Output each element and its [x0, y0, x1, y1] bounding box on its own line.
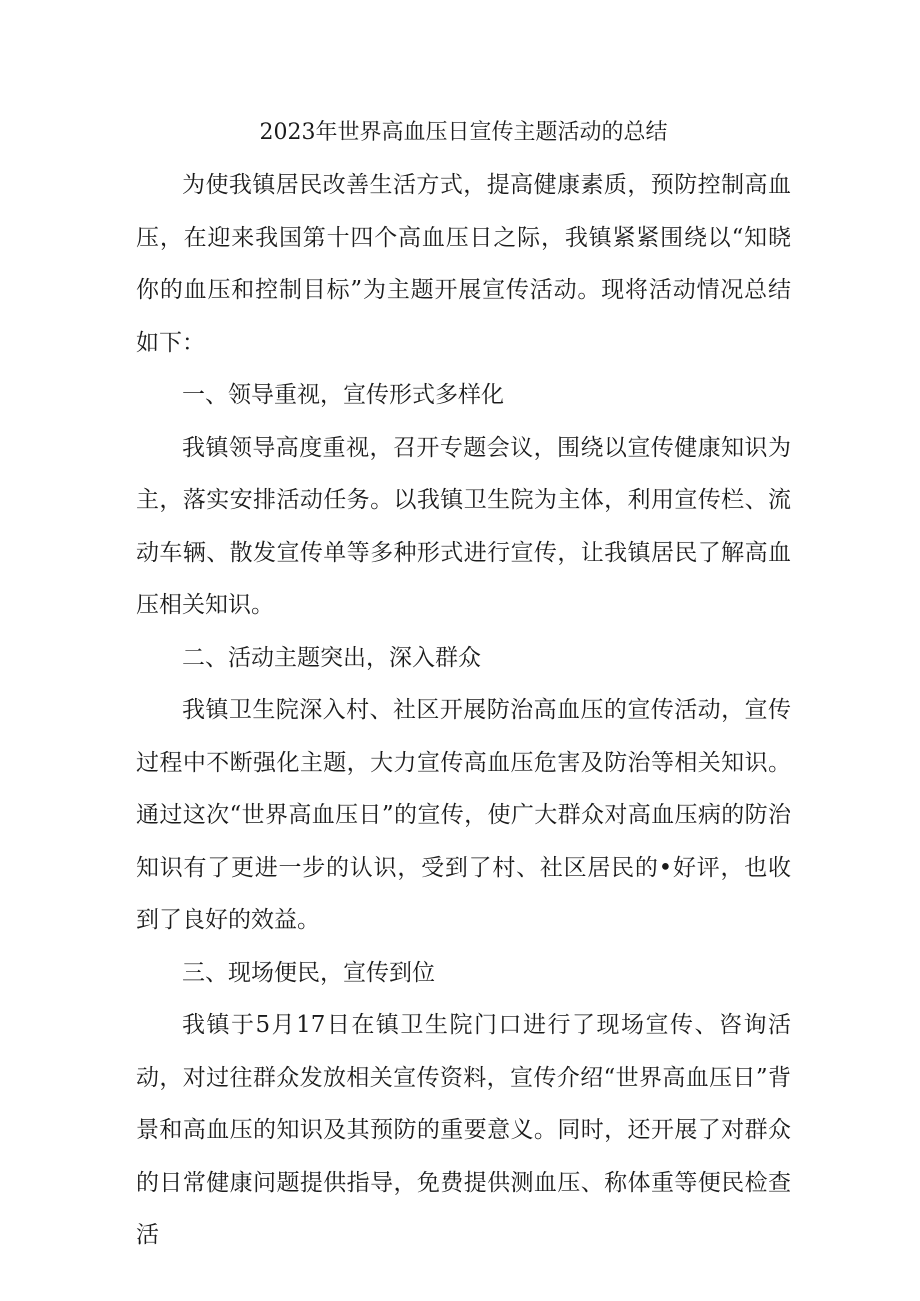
section-1-heading: 一、领导重视，宣传形式多样化 — [182, 382, 504, 408]
section-2-paragraph: 我镇卫生院深入村、社区开展防治高血压的宣传活动，宣传过程中不断强化主题，大力宣传高血压危害及防治等相关知识。通过这次“世界高血压日”的宣传，使广大群众对高血压病的防治知识有了更进一步的认识，受到了村、社区居民的•好评，也收到了良好的效益。 — [136, 697, 791, 933]
section-3-heading: 三、现场便民，宣传到位 — [182, 959, 435, 986]
document-title: 2023年世界高血压日宣传主题活动的总结 — [259, 120, 668, 145]
document-body — [136, 113, 791, 1262]
section-1-paragraph: 我镇领导高度重视，召开专题会议，围绕以宣传健康知识为主，落实安排活动任务。以我镇卫生院为主体，利用宣传栏、流动车辆、散发宣传单等多种形式进行宣传，让我镇居民了解高血压相关知识。 — [136, 434, 791, 618]
intro-paragraph: 为使我镇居民改善生活方式，提高健康素质，预防控制高血压，在迎来我国第十四个高血压日之际，我镇紧紧围绕以“知晓你的血压和控制目标”为主题开展宣传活动。现将活动情况总结如下： — [136, 172, 791, 356]
section-3-paragraph: 我镇于5月17日在镇卫生院门口进行了现场宣传、咨询活动，对过往群众发放相关宣传资料，宣传介绍“世界高血压日”背景和高血压的知识及其预防的重要意义。同时，还开展了对群众的日常健康问题提供指导，免费提供测血压、称体重等便民检查活 — [136, 1012, 791, 1248]
section-2-heading: 二、活动主题突出，深入群众 — [182, 644, 481, 671]
